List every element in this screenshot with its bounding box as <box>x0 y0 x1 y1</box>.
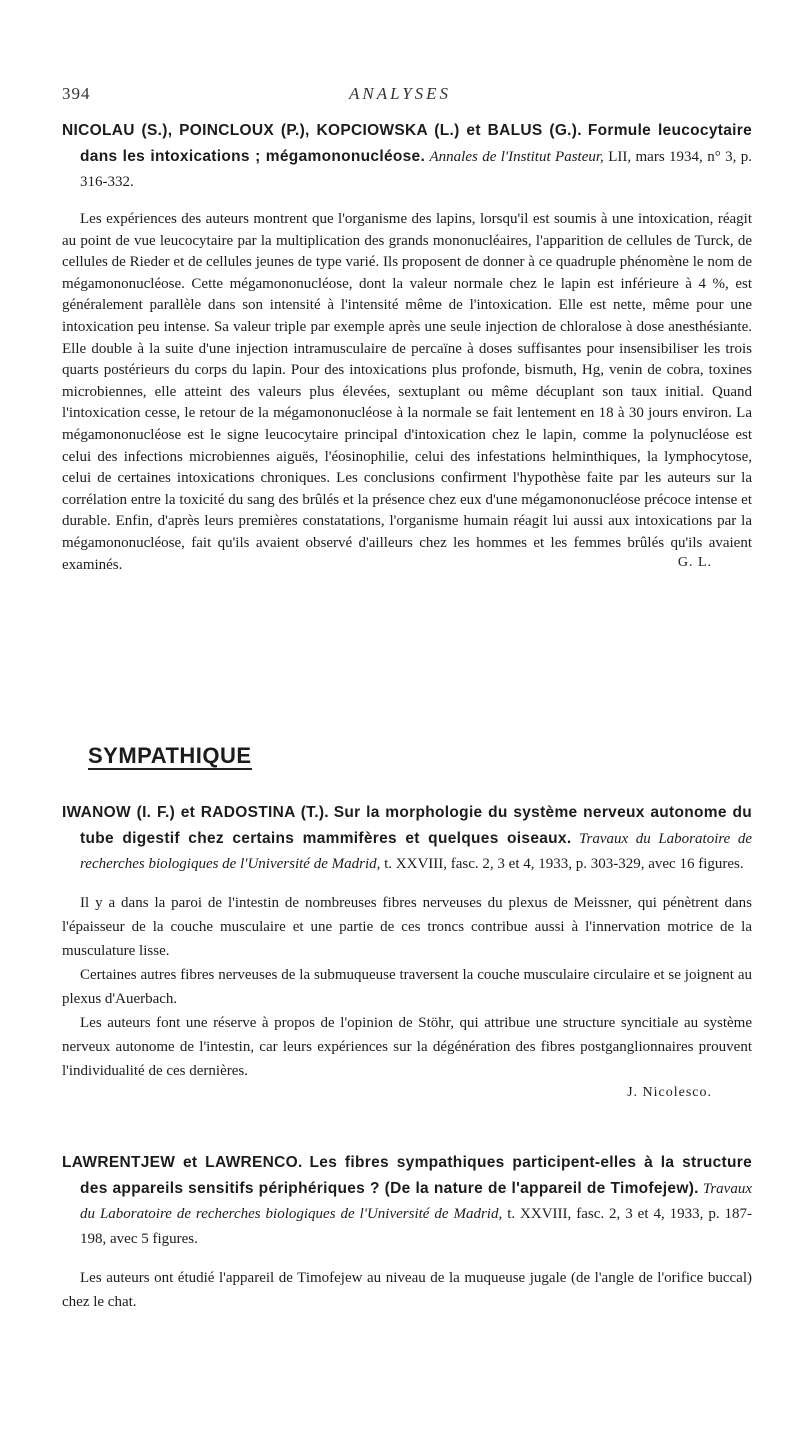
journal-name: Travaux du Laboratoire de recherches biologiques de l'Université de Madrid, <box>80 831 753 872</box>
abstract-body <box>62 1266 752 1314</box>
authors: LAWRENTJEW et LAWRENCO. <box>62 1154 303 1171</box>
running-title: ANALYSES <box>348 84 452 103</box>
signature: G. L. <box>677 555 712 571</box>
paragraph: Il y a dans la paroi de l'intestin de nombreuses fibres nerveuses du plexus de Meissner, qui pénètrent dans l'épaisseur de la couche musculaire et une partie de ces troncs contribue aussi à l'innervation motrice de la musculature lisse. <box>62 895 752 959</box>
journal-name: Annales de l'Institut Pasteur, <box>429 149 604 165</box>
page-header <box>62 84 738 106</box>
authors: IWANOW (I. F.) et RADOSTINA (T.). <box>62 804 329 821</box>
citation: t. XXVIII, fasc. 2, 3 et 4, 1933, p. 303-329, avec 16 figures. <box>384 856 744 872</box>
article-title: Sur la morphologie du système nerveux autonome du tube digestif chez certains mammifères et quelques oiseaux. <box>80 804 753 847</box>
reference <box>62 118 752 195</box>
authors: NICOLAU (S.), POINCLOUX (P.), KOPCIOWSKA (L.) et BALUS (G.). <box>62 122 582 139</box>
page-number: 394 <box>62 84 91 103</box>
paragraph: Les auteurs font une réserve à propos de l'opinion de Stöhr, qui attribue une structure syncitiale au système nerveux autonome de l'intestin, car leurs expériences sur la dégénération des fibres postganglionnaires prouvent l'individualité de ces dernières. <box>62 1015 752 1079</box>
article-title: Formule leucocytaire dans les intoxications ; mégamononucléose. <box>80 122 753 165</box>
paragraph: Certaines autres fibres nerveuses de la submuqueuse traversent la couche musculaire circulaire et se joignent au plexus d'Auerbach. <box>62 967 752 1007</box>
citation: t. XXVIII, fasc. 2, 3 et 4, 1933, p. 187-198, avec 5 figures. <box>80 1206 753 1247</box>
citation: LII, mars 1934, n° 3, p. 316-332. <box>80 149 753 190</box>
section-heading: SYMPATHIQUE <box>88 743 252 768</box>
reference <box>62 800 752 877</box>
abstract-body <box>62 209 752 576</box>
paragraph: Les auteurs ont étudié l'appareil de Timofejew au niveau de la muqueuse jugale (de l'angle de l'orifice buccal) chez le chat. <box>62 1270 752 1310</box>
abstract-entry <box>62 1150 752 1314</box>
journal-name: Travaux du Laboratoire de recherches biologiques de l'Université de Madrid, <box>80 1181 752 1222</box>
abstract-body <box>62 891 752 1083</box>
reference <box>62 1150 752 1252</box>
abstract-entry <box>62 800 752 1115</box>
abstract-entry <box>62 118 752 585</box>
signature: J. Nicolesco. <box>627 1085 712 1100</box>
paragraph: Les expériences des auteurs montrent que l'organisme des lapins, lorsqu'il est soumis à une intoxication, réagit au point de vue leucocytaire par la multiplication des grands mononucléaires, l'apparition de cellules de Turck, de cellules de Rieder et de cellules jeunes de type varié. Ils proposent de donner à ce quadruple phénomène le nom de mégamononucléose. Cette mégamononucléose, dont la valeur normale chez le lapin est inférieure à 4 %, est généralement parallèle dans son intensité à l'intensité même de l'intoxication. Elle est nette, même pour une intoxication peu intense. Sa valeur triple par exemple après une seule injection de chloralose à dose anesthésiante. Elle double à la suite d'une injection intramusculaire de percaïne à doses suffisantes pour insensibiliser les trois quarts postérieurs du corps du lapin. Pour des intoxications plus profonde, bismuth, Hg, venin de cobra, toxines microbiennes, elle atteint des valeurs plus élevées, sextuplant ou même décuplant son taux initial. Quand l'intoxication cesse, le retour de la mégamononucléose à la normale se fait lentement en 18 à 30 jours environ. La mégamononucléose est le signe leucocytaire principal d'intoxication chez le lapin, comme la polynucléose est celui des infections microbiennes aiguës, l'éosinophilie, celui des infestations helminthiques, la lymphocytose, celui de certaines intoxications chroniques. Les conclusions confirment l'hypothèse faite par les auteurs sur la corrélation entre la toxicité du sang des brûlés et la présence chez eux d'une mégamononucléose précoce intense et durable. Enfin, d'après leurs premières constatations, l'organisme humain réagit lui aussi aux intoxications par la mégamononucléose, fait qu'ils avaient observé d'ailleurs chez les hommes et les femmes brûlés qu'ils avaient examinés. <box>62 211 752 573</box>
article-title: Les fibres sympathiques participent-elles à la structure des appareils sensitifs périphériques ? (De la nature de l'appareil de Timofejew). <box>80 1154 752 1197</box>
